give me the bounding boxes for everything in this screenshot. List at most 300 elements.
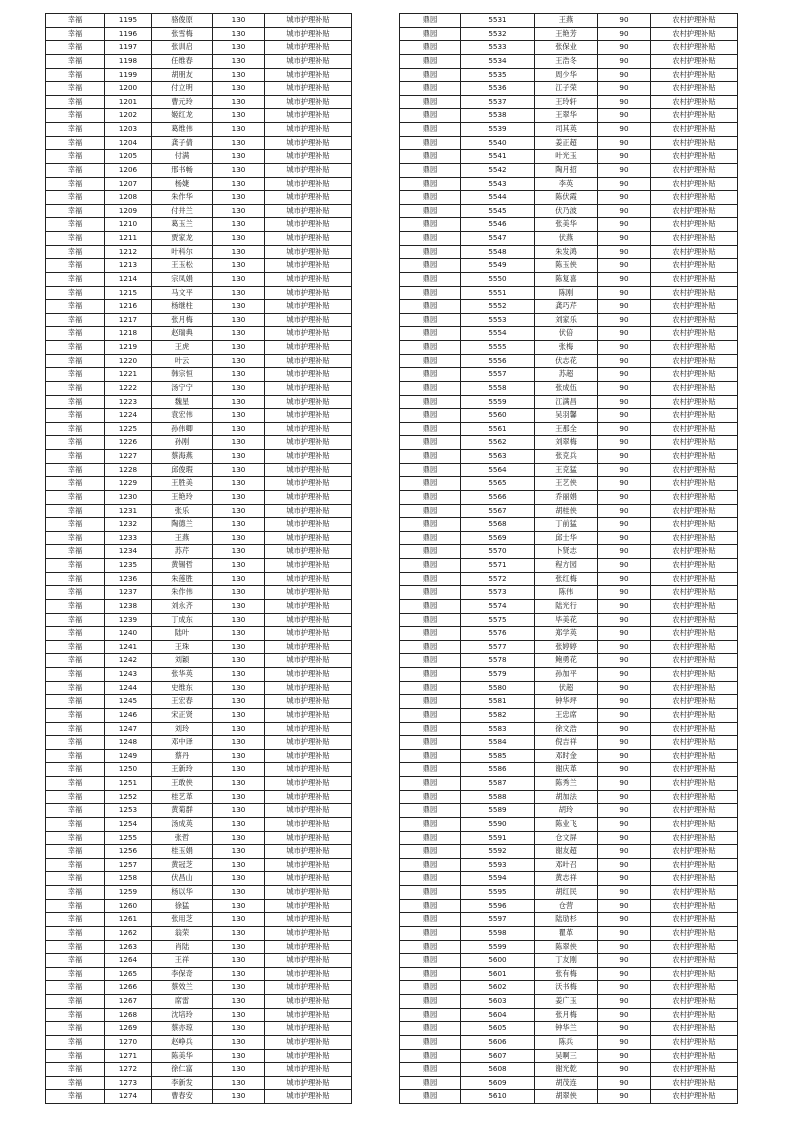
amount-cell: 90 bbox=[598, 613, 651, 627]
subsidy-type-cell: 农村护理补贴 bbox=[651, 681, 738, 695]
town-cell: 鼎园 bbox=[400, 41, 461, 55]
number-cell: 5548 bbox=[461, 245, 535, 259]
name-cell: 邓时金 bbox=[535, 749, 598, 763]
amount-cell: 90 bbox=[598, 204, 651, 218]
amount-cell: 130 bbox=[213, 954, 265, 968]
amount-cell: 90 bbox=[598, 777, 651, 791]
name-cell: 付满 bbox=[152, 150, 213, 164]
name-cell: 蔡海燕 bbox=[152, 450, 213, 464]
table-row bbox=[46, 749, 352, 763]
table-row bbox=[46, 218, 352, 232]
number-cell: 1196 bbox=[105, 27, 152, 41]
town-cell: 鼎园 bbox=[400, 736, 461, 750]
amount-cell: 130 bbox=[213, 490, 265, 504]
number-cell: 5599 bbox=[461, 940, 535, 954]
town-cell: 鼎园 bbox=[400, 395, 461, 409]
subsidy-type-cell: 城市护理补贴 bbox=[265, 627, 352, 641]
town-cell: 幸福 bbox=[46, 749, 105, 763]
town-cell: 鼎园 bbox=[400, 341, 461, 355]
amount-cell: 90 bbox=[598, 272, 651, 286]
amount-cell: 90 bbox=[598, 232, 651, 246]
amount-cell: 130 bbox=[213, 858, 265, 872]
town-cell: 鼎园 bbox=[400, 436, 461, 450]
name-cell: 黄志祥 bbox=[535, 872, 598, 886]
amount-cell: 130 bbox=[213, 177, 265, 191]
name-cell: 席雷 bbox=[152, 995, 213, 1009]
name-cell: 张美华 bbox=[535, 218, 598, 232]
subsidy-type-cell: 城市护理补贴 bbox=[265, 272, 352, 286]
name-cell: 胡朋友 bbox=[152, 68, 213, 82]
table-row bbox=[46, 817, 352, 831]
amount-cell: 90 bbox=[598, 1076, 651, 1090]
name-cell: 徐猛 bbox=[152, 899, 213, 913]
amount-cell: 90 bbox=[598, 967, 651, 981]
amount-cell: 90 bbox=[598, 599, 651, 613]
number-cell: 5552 bbox=[461, 300, 535, 314]
number-cell: 5581 bbox=[461, 695, 535, 709]
name-cell: 沈培玲 bbox=[152, 1008, 213, 1022]
amount-cell: 130 bbox=[213, 572, 265, 586]
town-cell: 鼎园 bbox=[400, 327, 461, 341]
amount-cell: 130 bbox=[213, 1063, 265, 1077]
number-cell: 1227 bbox=[105, 450, 152, 464]
amount-cell: 130 bbox=[213, 354, 265, 368]
town-cell: 幸福 bbox=[46, 736, 105, 750]
town-cell: 幸福 bbox=[46, 1049, 105, 1063]
name-cell: 张用芝 bbox=[152, 913, 213, 927]
subsidy-type-cell: 农村护理补贴 bbox=[651, 354, 738, 368]
table-row bbox=[400, 572, 738, 586]
subsidy-type-cell: 城市护理补贴 bbox=[265, 27, 352, 41]
subsidy-type-cell: 城市护理补贴 bbox=[265, 572, 352, 586]
name-cell: 周少华 bbox=[535, 68, 598, 82]
name-cell: 张梅 bbox=[535, 341, 598, 355]
number-cell: 1242 bbox=[105, 654, 152, 668]
table-row bbox=[46, 845, 352, 859]
table-row bbox=[400, 82, 738, 96]
amount-cell: 130 bbox=[213, 150, 265, 164]
subsidy-type-cell: 城市护理补贴 bbox=[265, 681, 352, 695]
subsidy-type-cell: 农村护理补贴 bbox=[651, 504, 738, 518]
town-cell: 幸福 bbox=[46, 913, 105, 927]
town-cell: 鼎园 bbox=[400, 191, 461, 205]
number-cell: 5555 bbox=[461, 341, 535, 355]
amount-cell: 90 bbox=[598, 341, 651, 355]
subsidy-type-cell: 城市护理补贴 bbox=[265, 150, 352, 164]
amount-cell: 90 bbox=[598, 531, 651, 545]
subsidy-type-cell: 农村护理补贴 bbox=[651, 490, 738, 504]
subsidy-type-cell: 城市护理补贴 bbox=[265, 477, 352, 491]
name-cell: 马文平 bbox=[152, 286, 213, 300]
name-cell: 黄冠芝 bbox=[152, 858, 213, 872]
amount-cell: 90 bbox=[598, 1090, 651, 1104]
name-cell: 邓中译 bbox=[152, 736, 213, 750]
number-cell: 5532 bbox=[461, 27, 535, 41]
number-cell: 1252 bbox=[105, 790, 152, 804]
town-cell: 鼎园 bbox=[400, 409, 461, 423]
town-cell: 鼎园 bbox=[400, 232, 461, 246]
name-cell: 倪吉祥 bbox=[535, 736, 598, 750]
subsidy-type-cell: 城市护理补贴 bbox=[265, 940, 352, 954]
amount-cell: 130 bbox=[213, 136, 265, 150]
table-row bbox=[46, 354, 352, 368]
number-cell: 5554 bbox=[461, 327, 535, 341]
table-row bbox=[400, 981, 738, 995]
subsidy-type-cell: 农村护理补贴 bbox=[651, 872, 738, 886]
town-cell: 幸福 bbox=[46, 545, 105, 559]
table-row bbox=[400, 1076, 738, 1090]
subsidy-type-cell: 城市护理补贴 bbox=[265, 54, 352, 68]
table-row bbox=[400, 272, 738, 286]
amount-cell: 90 bbox=[598, 804, 651, 818]
subsidy-type-cell: 城市护理补贴 bbox=[265, 886, 352, 900]
number-cell: 5610 bbox=[461, 1090, 535, 1104]
name-cell: 杨婕 bbox=[152, 177, 213, 191]
subsidy-type-cell: 城市护理补贴 bbox=[265, 68, 352, 82]
town-cell: 鼎园 bbox=[400, 586, 461, 600]
subsidy-type-cell: 城市护理补贴 bbox=[265, 995, 352, 1009]
number-cell: 5589 bbox=[461, 804, 535, 818]
table-row bbox=[400, 599, 738, 613]
name-cell: 陶月招 bbox=[535, 163, 598, 177]
subsidy-type-cell: 城市护理补贴 bbox=[265, 368, 352, 382]
table-row bbox=[400, 450, 738, 464]
subsidy-type-cell: 城市护理补贴 bbox=[265, 490, 352, 504]
number-cell: 5569 bbox=[461, 531, 535, 545]
name-cell: 王艺侠 bbox=[535, 477, 598, 491]
town-cell: 鼎园 bbox=[400, 1035, 461, 1049]
town-cell: 幸福 bbox=[46, 123, 105, 137]
table-row bbox=[46, 436, 352, 450]
table-row bbox=[400, 790, 738, 804]
amount-cell: 90 bbox=[598, 123, 651, 137]
table-row bbox=[46, 681, 352, 695]
table-row bbox=[400, 872, 738, 886]
amount-cell: 90 bbox=[598, 681, 651, 695]
amount-cell: 130 bbox=[213, 341, 265, 355]
name-cell: 徐文浩 bbox=[535, 722, 598, 736]
subsidy-type-cell: 城市护理补贴 bbox=[265, 804, 352, 818]
table-row bbox=[400, 95, 738, 109]
number-cell: 5566 bbox=[461, 490, 535, 504]
table-row bbox=[400, 640, 738, 654]
name-cell: 袁宏伟 bbox=[152, 409, 213, 423]
name-cell: 曹元玲 bbox=[152, 95, 213, 109]
table-row bbox=[46, 954, 352, 968]
number-cell: 5586 bbox=[461, 763, 535, 777]
amount-cell: 90 bbox=[598, 490, 651, 504]
number-cell: 5531 bbox=[461, 14, 535, 28]
town-cell: 幸福 bbox=[46, 327, 105, 341]
subsidy-type-cell: 农村护理补贴 bbox=[651, 232, 738, 246]
name-cell: 任维春 bbox=[152, 54, 213, 68]
subsidy-type-cell: 农村护理补贴 bbox=[651, 395, 738, 409]
name-cell: 陈伏霞 bbox=[535, 191, 598, 205]
amount-cell: 90 bbox=[598, 286, 651, 300]
name-cell: 肖陆 bbox=[152, 940, 213, 954]
number-cell: 5534 bbox=[461, 54, 535, 68]
number-cell: 1219 bbox=[105, 341, 152, 355]
number-cell: 1239 bbox=[105, 613, 152, 627]
number-cell: 5550 bbox=[461, 272, 535, 286]
subsidy-type-cell: 城市护理补贴 bbox=[265, 341, 352, 355]
number-cell: 1211 bbox=[105, 232, 152, 246]
name-cell: 伏超 bbox=[535, 681, 598, 695]
subsidy-type-cell: 农村护理补贴 bbox=[651, 123, 738, 137]
amount-cell: 90 bbox=[598, 163, 651, 177]
table-row bbox=[400, 27, 738, 41]
subsidy-type-cell: 城市护理补贴 bbox=[265, 640, 352, 654]
subsidy-type-cell: 城市护理补贴 bbox=[265, 749, 352, 763]
town-cell: 鼎园 bbox=[400, 313, 461, 327]
town-cell: 鼎园 bbox=[400, 95, 461, 109]
number-cell: 5598 bbox=[461, 926, 535, 940]
subsidy-type-cell: 城市护理补贴 bbox=[265, 599, 352, 613]
town-cell: 幸福 bbox=[46, 177, 105, 191]
number-cell: 5596 bbox=[461, 899, 535, 913]
number-cell: 1197 bbox=[105, 41, 152, 55]
number-cell: 5583 bbox=[461, 722, 535, 736]
table-row bbox=[400, 559, 738, 573]
name-cell: 邱俊瑕 bbox=[152, 463, 213, 477]
name-cell: 韩宗恒 bbox=[152, 368, 213, 382]
amount-cell: 90 bbox=[598, 300, 651, 314]
table-row bbox=[400, 967, 738, 981]
name-cell: 江满昌 bbox=[535, 395, 598, 409]
number-cell: 1216 bbox=[105, 300, 152, 314]
amount-cell: 90 bbox=[598, 422, 651, 436]
number-cell: 5535 bbox=[461, 68, 535, 82]
amount-cell: 90 bbox=[598, 708, 651, 722]
amount-cell: 90 bbox=[598, 245, 651, 259]
table-row bbox=[46, 736, 352, 750]
name-cell: 胡玲 bbox=[535, 804, 598, 818]
number-cell: 5558 bbox=[461, 381, 535, 395]
name-cell: 汤成英 bbox=[152, 817, 213, 831]
table-row bbox=[46, 41, 352, 55]
subsidy-type-cell: 农村护理补贴 bbox=[651, 177, 738, 191]
town-cell: 幸福 bbox=[46, 272, 105, 286]
table-row bbox=[400, 695, 738, 709]
name-cell: 王珠 bbox=[152, 640, 213, 654]
subsidy-type-cell: 城市护理补贴 bbox=[265, 300, 352, 314]
name-cell: 王克猛 bbox=[535, 463, 598, 477]
subsidy-type-cell: 农村护理补贴 bbox=[651, 763, 738, 777]
table-row bbox=[400, 368, 738, 382]
subsidy-type-cell: 城市护理补贴 bbox=[265, 845, 352, 859]
number-cell: 5580 bbox=[461, 681, 535, 695]
name-cell: 邱士华 bbox=[535, 531, 598, 545]
table-row bbox=[46, 886, 352, 900]
subsidy-type-cell: 农村护理补贴 bbox=[651, 436, 738, 450]
amount-cell: 130 bbox=[213, 763, 265, 777]
table-row bbox=[400, 109, 738, 123]
subsidy-type-cell: 农村护理补贴 bbox=[651, 518, 738, 532]
town-cell: 鼎园 bbox=[400, 995, 461, 1009]
town-cell: 幸福 bbox=[46, 1090, 105, 1104]
table-row bbox=[46, 123, 352, 137]
table-row bbox=[46, 913, 352, 927]
table-row bbox=[46, 545, 352, 559]
table-row bbox=[46, 1063, 352, 1077]
town-cell: 鼎园 bbox=[400, 872, 461, 886]
number-cell: 1247 bbox=[105, 722, 152, 736]
town-cell: 幸福 bbox=[46, 463, 105, 477]
amount-cell: 130 bbox=[213, 886, 265, 900]
number-cell: 5546 bbox=[461, 218, 535, 232]
number-cell: 5595 bbox=[461, 886, 535, 900]
number-cell: 1230 bbox=[105, 490, 152, 504]
town-cell: 鼎园 bbox=[400, 790, 461, 804]
number-cell: 1202 bbox=[105, 109, 152, 123]
subsidy-type-cell: 城市护理补贴 bbox=[265, 286, 352, 300]
amount-cell: 130 bbox=[213, 245, 265, 259]
table-row bbox=[400, 749, 738, 763]
table-row bbox=[400, 54, 738, 68]
subsidy-type-cell: 农村护理补贴 bbox=[651, 1022, 738, 1036]
town-cell: 幸福 bbox=[46, 286, 105, 300]
town-cell: 幸福 bbox=[46, 899, 105, 913]
number-cell: 5578 bbox=[461, 654, 535, 668]
town-cell: 幸福 bbox=[46, 191, 105, 205]
number-cell: 1236 bbox=[105, 572, 152, 586]
table-row bbox=[46, 627, 352, 641]
table-row bbox=[400, 395, 738, 409]
subsidy-type-cell: 城市护理补贴 bbox=[265, 531, 352, 545]
table-row bbox=[46, 995, 352, 1009]
number-cell: 1229 bbox=[105, 477, 152, 491]
subsidy-type-cell: 农村护理补贴 bbox=[651, 668, 738, 682]
subsidy-type-cell: 农村护理补贴 bbox=[651, 54, 738, 68]
town-cell: 鼎园 bbox=[400, 150, 461, 164]
number-cell: 5563 bbox=[461, 450, 535, 464]
town-cell: 鼎园 bbox=[400, 913, 461, 927]
name-cell: 姜正超 bbox=[535, 136, 598, 150]
number-cell: 1221 bbox=[105, 368, 152, 382]
amount-cell: 130 bbox=[213, 1022, 265, 1036]
number-cell: 5568 bbox=[461, 518, 535, 532]
town-cell: 幸福 bbox=[46, 450, 105, 464]
amount-cell: 130 bbox=[213, 913, 265, 927]
amount-cell: 130 bbox=[213, 1090, 265, 1104]
amount-cell: 90 bbox=[598, 177, 651, 191]
amount-cell: 90 bbox=[598, 354, 651, 368]
name-cell: 乔丽娟 bbox=[535, 490, 598, 504]
subsidy-type-cell: 城市护理补贴 bbox=[265, 722, 352, 736]
number-cell: 1263 bbox=[105, 940, 152, 954]
table-row bbox=[46, 559, 352, 573]
number-cell: 1234 bbox=[105, 545, 152, 559]
name-cell: 朱作华 bbox=[152, 191, 213, 205]
amount-cell: 90 bbox=[598, 450, 651, 464]
town-cell: 幸福 bbox=[46, 436, 105, 450]
number-cell: 1224 bbox=[105, 409, 152, 423]
name-cell: 李保奇 bbox=[152, 967, 213, 981]
amount-cell: 90 bbox=[598, 409, 651, 423]
name-cell: 张华英 bbox=[152, 668, 213, 682]
subsidy-type-cell: 城市护理补贴 bbox=[265, 1090, 352, 1104]
name-cell: 程方园 bbox=[535, 559, 598, 573]
name-cell: 黄菊群 bbox=[152, 804, 213, 818]
amount-cell: 90 bbox=[598, 899, 651, 913]
name-cell: 朱莲胜 bbox=[152, 572, 213, 586]
number-cell: 5593 bbox=[461, 858, 535, 872]
amount-cell: 90 bbox=[598, 54, 651, 68]
number-cell: 5547 bbox=[461, 232, 535, 246]
table-row bbox=[46, 395, 352, 409]
amount-cell: 90 bbox=[598, 150, 651, 164]
number-cell: 5562 bbox=[461, 436, 535, 450]
table-row bbox=[400, 422, 738, 436]
amount-cell: 130 bbox=[213, 722, 265, 736]
name-cell: 葛维伟 bbox=[152, 123, 213, 137]
town-cell: 鼎园 bbox=[400, 654, 461, 668]
town-cell: 幸福 bbox=[46, 640, 105, 654]
name-cell: 黄锡哲 bbox=[152, 559, 213, 573]
amount-cell: 90 bbox=[598, 640, 651, 654]
town-cell: 鼎园 bbox=[400, 490, 461, 504]
subsidy-type-cell: 城市护理补贴 bbox=[265, 354, 352, 368]
number-cell: 1210 bbox=[105, 218, 152, 232]
name-cell: 毕美花 bbox=[535, 613, 598, 627]
amount-cell: 90 bbox=[598, 995, 651, 1009]
name-cell: 张保业 bbox=[535, 41, 598, 55]
amount-cell: 130 bbox=[213, 845, 265, 859]
town-cell: 幸福 bbox=[46, 109, 105, 123]
table-row bbox=[46, 640, 352, 654]
table-row bbox=[46, 232, 352, 246]
town-cell: 幸福 bbox=[46, 613, 105, 627]
table-row bbox=[46, 1076, 352, 1090]
amount-cell: 130 bbox=[213, 286, 265, 300]
amount-cell: 130 bbox=[213, 14, 265, 28]
name-cell: 宋正贤 bbox=[152, 708, 213, 722]
subsidy-type-cell: 城市护理补贴 bbox=[265, 858, 352, 872]
town-cell: 幸福 bbox=[46, 831, 105, 845]
number-cell: 1270 bbox=[105, 1035, 152, 1049]
table-row bbox=[46, 300, 352, 314]
town-cell: 幸福 bbox=[46, 68, 105, 82]
name-cell: 陆劢杉 bbox=[535, 913, 598, 927]
table-row bbox=[46, 831, 352, 845]
number-cell: 5542 bbox=[461, 163, 535, 177]
amount-cell: 130 bbox=[213, 477, 265, 491]
name-cell: 伏志花 bbox=[535, 354, 598, 368]
number-cell: 5585 bbox=[461, 749, 535, 763]
amount-cell: 90 bbox=[598, 654, 651, 668]
name-cell: 伏乃波 bbox=[535, 204, 598, 218]
subsidy-type-cell: 城市护理补贴 bbox=[265, 1022, 352, 1036]
amount-cell: 90 bbox=[598, 1022, 651, 1036]
amount-cell: 130 bbox=[213, 272, 265, 286]
town-cell: 幸福 bbox=[46, 409, 105, 423]
table-row bbox=[400, 531, 738, 545]
town-cell: 鼎园 bbox=[400, 845, 461, 859]
table-row bbox=[46, 531, 352, 545]
subsidy-type-cell: 城市护理补贴 bbox=[265, 777, 352, 791]
name-cell: 丁友刚 bbox=[535, 954, 598, 968]
town-cell: 幸福 bbox=[46, 872, 105, 886]
amount-cell: 90 bbox=[598, 886, 651, 900]
table-row bbox=[46, 27, 352, 41]
number-cell: 1233 bbox=[105, 531, 152, 545]
amount-cell: 130 bbox=[213, 313, 265, 327]
town-cell: 鼎园 bbox=[400, 218, 461, 232]
name-cell: 郑学英 bbox=[535, 627, 598, 641]
number-cell: 5549 bbox=[461, 259, 535, 273]
subsidy-type-cell: 农村护理补贴 bbox=[651, 409, 738, 423]
name-cell: 叶云 bbox=[152, 354, 213, 368]
